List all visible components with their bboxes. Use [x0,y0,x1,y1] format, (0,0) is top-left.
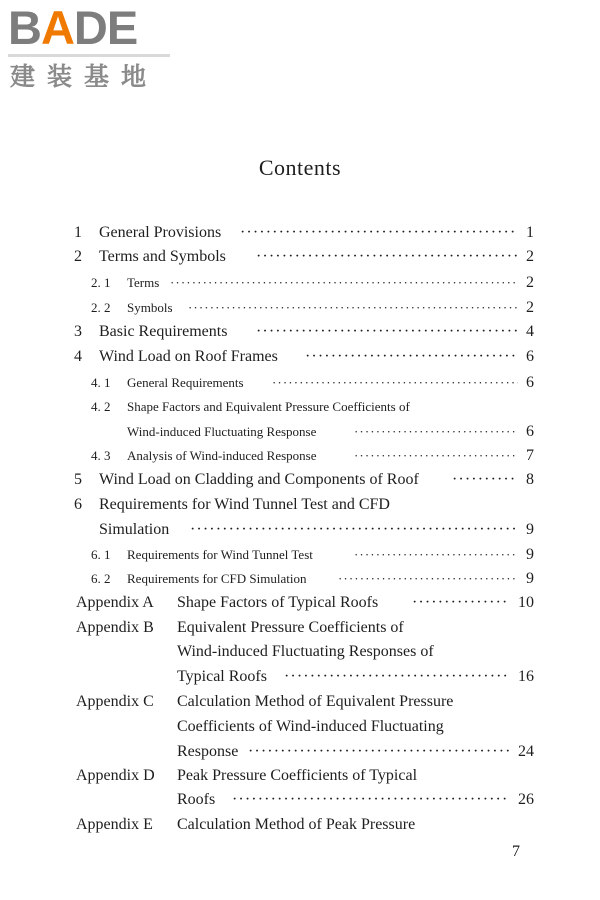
appendix-title: Roofs [177,791,216,808]
logo-divider [8,54,170,57]
toc-entry-page: 2 [526,274,534,291]
toc-entry-number: 3 [74,323,82,340]
toc-entry-page: 16 [518,668,534,685]
toc-entry-title: General Provisions [99,224,222,241]
toc-subentry[interactable] [0,396,600,418]
toc-entry-number: 6 [74,496,82,513]
toc-entry-page: 6 [526,374,534,391]
toc-leader-dots [256,321,518,343]
toc-appendix-continuation[interactable] [0,741,600,763]
toc-appendix-continuation[interactable] [0,789,600,811]
toc-entry-title: Wind Load on Roof Frames [99,348,278,365]
publisher-logo [8,1,178,94]
logo-wordmark [8,1,138,54]
toc-leader-dots [272,372,518,394]
logo-letter-a: A [40,1,74,54]
appendix-title: Wind-induced Fluctuating Responses of [177,643,434,660]
toc-appendix-c[interactable] [0,691,600,713]
toc-entry-page: 6 [526,423,534,440]
toc-leader-dots [240,222,518,244]
toc-subentry[interactable] [0,372,600,394]
toc-entry-title: Requirements for CFD Simulation [127,571,307,586]
appendix-title: Equivalent Pressure Coefficients of [177,619,404,636]
toc-entry-number: 2. 1 [91,275,111,290]
toc-appendix-d[interactable] [0,765,600,787]
toc-entry-page: 9 [526,546,534,563]
toc-entry-title: Wind-induced Fluctuating Response [127,424,317,439]
toc-entry-title: Wind Load on Cladding and Components of Roof [99,471,419,488]
toc-entry-page: 2 [526,299,534,316]
toc-entry[interactable] [0,346,600,368]
toc-subentry[interactable] [0,544,600,566]
toc-entry-title: Requirements for Wind Tunnel Test and CFD [99,496,390,513]
appendix-title: Peak Pressure Coefficients of Typical [177,767,418,784]
toc-entry[interactable] [0,321,600,343]
toc-entry-page: 2 [526,248,534,265]
toc-entry-number: 4. 2 [91,399,111,414]
toc-entry-title: Simulation [99,521,170,538]
toc-subentry[interactable] [0,297,600,319]
toc-entry-title: Terms [127,275,160,290]
toc-entry-number: 2. 2 [91,300,111,315]
logo-letters-de: DE [73,1,138,54]
toc-entry[interactable] [0,494,600,516]
appendix-title: Coefficients of Wind-induced Fluctuating [177,718,444,735]
toc-entry-page: 26 [518,791,534,808]
toc-entry-page: 9 [526,570,534,587]
toc-entry-number: 4 [74,348,82,365]
toc-subentry[interactable] [0,445,600,467]
toc-leader-dots [248,741,510,763]
toc-entry-continuation[interactable] [0,519,600,541]
toc-entry-page: 8 [526,471,534,488]
toc-entry-title: Analysis of Wind-induced Response [127,448,317,463]
toc-leader-dots [256,246,518,268]
appendix-label: Appendix C [76,693,154,710]
toc-entry-number: 4. 3 [91,448,111,463]
appendix-label: Appendix E [76,816,153,833]
toc-entry-number: 6. 2 [91,571,111,586]
page-title: Contents [258,155,342,180]
toc-leader-dots [188,297,518,319]
toc-appendix-a[interactable] [0,592,600,614]
logo-letters-b: B [8,1,41,54]
toc-leader-dots [284,666,510,688]
toc-entry-page: 7 [526,447,534,464]
toc-entry-number: 1 [74,224,82,241]
toc-entry-number: 5 [74,471,82,488]
toc-entry-number: 6. 1 [91,547,111,562]
toc-appendix-continuation[interactable] [0,641,600,663]
toc-leader-dots [190,519,518,541]
toc-entry-number: 4. 1 [91,375,111,390]
page-number: 7 [512,843,520,860]
toc-entry-title: Requirements for Wind Tunnel Test [127,547,313,562]
toc-entry-title: Terms and Symbols [99,248,226,265]
toc-entry-page: 10 [518,594,534,611]
toc-entry-title: Symbols [127,300,173,315]
appendix-label: Appendix B [76,619,154,636]
toc-subentry-continuation[interactable] [0,421,600,443]
toc-entry-page: 4 [526,323,534,340]
toc-appendix-e[interactable] [0,814,600,836]
toc-leader-dots [412,592,510,614]
toc-subentry[interactable] [0,568,600,590]
toc-entry-title: Shape Factors and Equivalent Pressure Coefficients of [127,399,410,414]
toc-entry[interactable] [0,222,600,244]
toc-leader-dots [338,568,518,590]
toc-leader-dots [305,346,518,368]
toc-entry-page: 9 [526,521,534,538]
toc-entry-page: 1 [526,224,534,241]
toc-subentry[interactable] [0,272,600,294]
toc-entry-page: 24 [518,743,534,760]
toc-entry-number: 2 [74,248,82,265]
toc-entry-page: 6 [526,348,534,365]
logo-chinese-text: 建装基地 [10,62,159,91]
toc-appendix-continuation[interactable] [0,666,600,688]
appendix-title: Calculation Method of Peak Pressure [177,816,416,833]
toc-entry-title: Basic Requirements [99,323,228,340]
appendix-label: Appendix A [76,594,154,611]
appendix-label: Appendix D [76,767,155,784]
appendix-title: Calculation Method of Equivalent Pressure [177,693,454,710]
appendix-title: Shape Factors of Typical Roofs [177,594,379,611]
toc-appendix-continuation[interactable] [0,716,600,738]
toc-entry-title: General Requirements [127,375,244,390]
toc-leader-dots [354,421,518,443]
toc-entry[interactable] [0,469,600,491]
toc-leader-dots [354,445,518,467]
toc-leader-dots [170,272,518,294]
toc-leader-dots [452,469,518,491]
appendix-title: Typical Roofs [177,668,267,685]
toc-appendix-b[interactable] [0,617,600,639]
toc-entry[interactable] [0,246,600,268]
toc-leader-dots [232,789,510,811]
toc-leader-dots [354,544,518,566]
appendix-title: Response [177,743,239,760]
